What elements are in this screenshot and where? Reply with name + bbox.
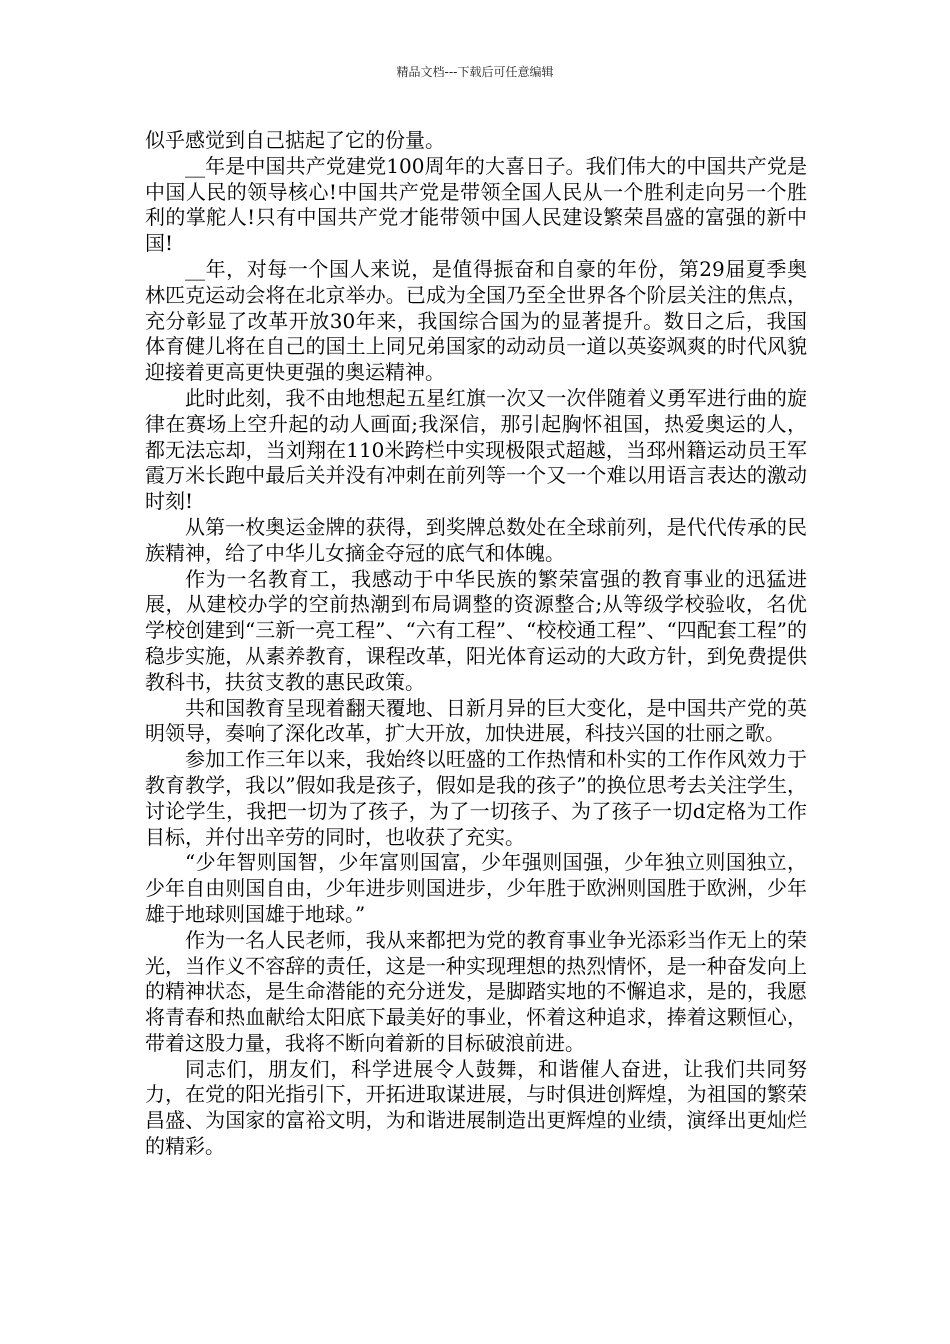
paragraph: 作为一名人民老师，我从来都把为党的教育事业争光添彩当作无上的荣光，当作义不容辞的责任，这是一种实现理想的热烈情怀，是一种奋发向上的精神状态，是生命潜能的充分迸发，是脚踏实地的不懈追求，是的，我愿将青春和热血献给太阳底下最美好的事业，怀着这种追求，捧着这颗恒心，带着这股力量，我将不断向着新的目标破浪前进。 — [145, 927, 807, 1055]
paragraph: 从第一枚奥运金牌的获得，到奖牌总数处在全球前列，是代代传承的民族精神，给了中华儿女摘金夺冠的底气和体魄。 — [145, 514, 807, 565]
paragraph: “少年智则国智，少年富则国富，少年强则国强，少年独立则国独立，少年自由则国自由，少年进步则国进步，少年胜于欧洲则国胜于欧洲，少年雄于地球则国雄于地球。” — [145, 850, 807, 926]
page-header: 精品文档---下载后可任意编辑 — [396, 65, 554, 79]
paragraph: __年是中国共产党建党100周年的大喜日子。我们伟大的中国共产党是中国人民的领导核心!中国共产党是带领全国人民从一个胜利走向另一个胜利的掌舵人!只有中国共产党才能带领中国人民建设繁荣昌盛的富强的新中国! — [145, 153, 807, 256]
paragraph: 作为一名教育工，我感动于中华民族的繁荣富强的教育事业的迅猛进展，从建校办学的空前热潮到布局调整的资源整合;从等级学校验收，名优学校创建到“三新一亮工程”、“六有工程”、“校校通工程”、“四配套工程”的稳步实施，从素养教育，课程改革，阳光体育运动的大政方针，到免费提供教科书，扶贫支教的惠民政策。 — [145, 566, 807, 694]
paragraph: 似乎感觉到自己掂起了它的份量。 — [145, 128, 445, 152]
paragraph: 同志们，朋友们，科学进展令人鼓舞，和谐催人奋进，让我们共同努力，在党的阳光指引下，开拓进取谋进展，与时俱进创辉煌，为祖国的繁荣昌盛、为国家的富裕文明，为和谐进展制造出更辉煌的业绩，演绎出更灿烂的精彩。 — [145, 1056, 807, 1159]
paragraph: 共和国教育呈现着翻天覆地、日新月异的巨大变化，是中国共产党的英明领导，奏响了深化改革，扩大开放，加快进展，科技兴国的壮丽之歌。 — [145, 695, 807, 746]
paragraph: __年，对每一个国人来说，是值得振奋和自豪的年份，第29届夏季奥林匹克运动会将在北京举办。已成为全国乃至全世界各个阶层关注的焦点，充分彰显了改革开放30年来，我国综合国为的显著提升。数日之后，我国体育健儿将在自己的国土上同兄弟国家的动动员一道以英姿飒爽的时代风貌迎接着更高更快更强的奥运精神。 — [145, 256, 807, 385]
paragraph: 参加工作三年以来，我始终以旺盛的工作热情和朴实的工作作风效力于教育教学，我以”假如我是孩子，假如是我的孩子”的换位思考去关注学生，讨论学生，我把一切为了孩子，为了一切孩子、为了孩子一切d定格为工作目标，并付出辛劳的同时，也收获了充实。 — [145, 747, 807, 849]
paragraph: 此时此刻，我不由地想起五星红旗一次又一次伴随着义勇军进行曲的旋律在赛场上空升起的动人画面;我深信，那引起胸怀祖国，热爱奥运的人，都无法忘却，当刘翔在110米跨栏中实现极限式超越，当邳州籍运动员王军霞万米长跑中最后关并没有冲刺在前列等一个又一个难以用语言表达的激动时刻! — [145, 385, 807, 514]
document-body — [145, 128, 807, 1160]
